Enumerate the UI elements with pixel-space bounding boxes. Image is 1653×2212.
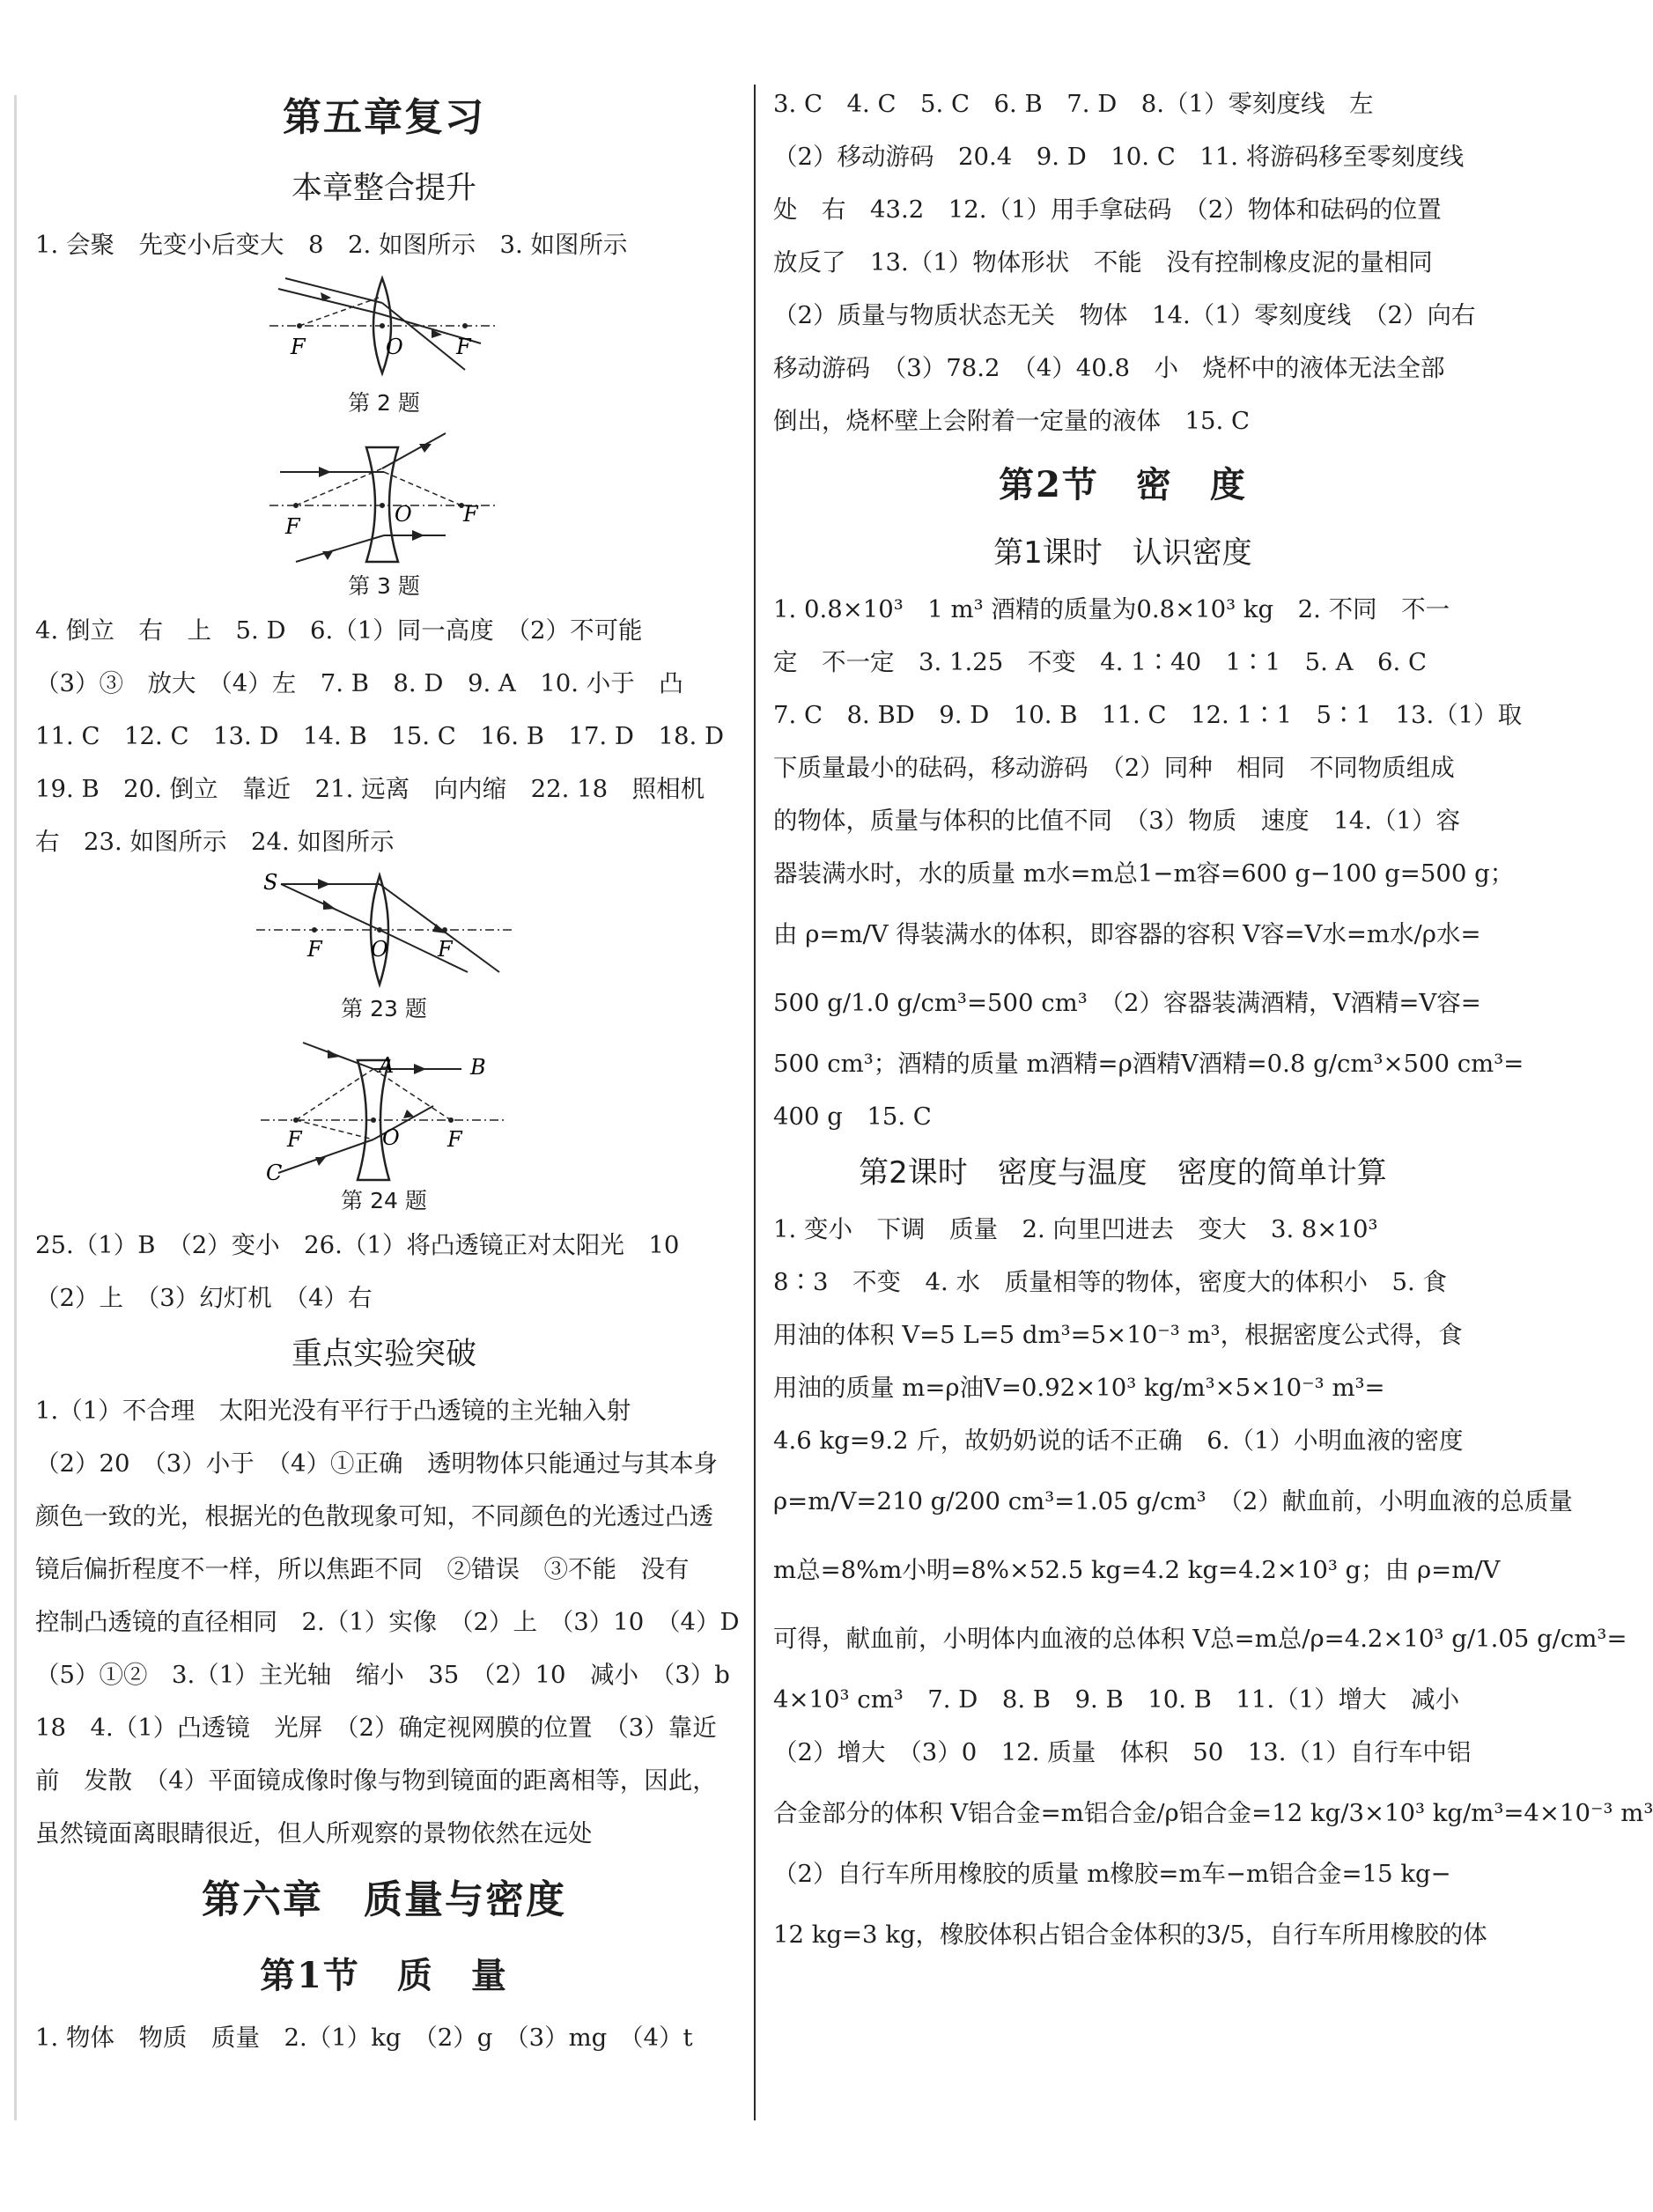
focus-label: F <box>447 1127 462 1152</box>
answer-line: 1. 会聚 先变小后变大 8 2. 如图所示 3. 如图所示 <box>35 231 628 259</box>
figure-24-caption: 第 24 题 <box>341 1188 427 1213</box>
figure-3-caption: 第 3 题 <box>348 573 420 599</box>
answer-line: （2）上 （3）幻灯机 （4）右 <box>35 1284 373 1312</box>
focus-label: F <box>463 502 478 527</box>
section-experiment-title: 重点实验突破 <box>291 1337 476 1372</box>
answer-line: 500 cm³；酒精的质量 m酒精=ρ酒精V酒精=0.8 g/cm³×500 cm³= <box>773 1050 1524 1078</box>
answer-line: 前 发散 （4）平面镜成像时像与物到镜面的距离相等，因此， <box>35 1766 717 1795</box>
figure-23 <box>256 868 512 992</box>
lesson-1-title: 第1课时 认识密度 <box>993 535 1252 571</box>
section-2-title: 第2节 密 度 <box>999 464 1247 505</box>
answer-line: （5）①② 3.（1）主光轴 缩小 35 （2）10 减小 （3）b <box>35 1661 730 1689</box>
answer-line: 1.（1）不合理 太阳光没有平行于凸透镜的主光轴入射 <box>35 1397 631 1425</box>
lesson-2-title: 第2课时 密度与温度 密度的简单计算 <box>859 1155 1387 1191</box>
answer-line: 用油的质量 m=ρ油V=0.92×10³ kg/m³×5×10⁻³ m³= <box>773 1374 1385 1402</box>
chapter-5-title: 第五章复习 <box>283 95 485 140</box>
answer-line: （2）质量与物质状态无关 物体 14.（1）零刻度线 （2）向右 <box>773 301 1476 329</box>
center-label: O <box>395 502 412 527</box>
answer-line: 镜后偏折程度不一样，所以焦距不同 ②错误 ③不能 没有 <box>35 1555 690 1583</box>
answer-line: 3. C 4. C 5. C 6. B 7. D 8.（1）零刻度线 左 <box>773 90 1374 118</box>
point-label: C <box>266 1161 283 1185</box>
focus-label: F <box>285 514 300 539</box>
answer-line: 右 23. 如图所示 24. 如图所示 <box>35 828 395 856</box>
answer-line: 4×10³ cm³ 7. D 8. B 9. B 10. B 11.（1）增大 减小 <box>773 1685 1460 1714</box>
column-divider <box>754 85 756 2120</box>
concave-lens-imaging-diagram <box>261 1034 507 1183</box>
left-column <box>35 77 740 2064</box>
answer-line: 处 右 43.2 12.（1）用手拿砝码 （2）物体和砝码的位置 <box>773 195 1442 224</box>
answer-line: （2）增大 （3）0 12. 质量 体积 50 13.（1）自行车中铝 <box>773 1738 1472 1766</box>
answer-line: 4.6 kg=9.2 斤，故奶奶说的话不正确 6.（1）小明血液的密度 <box>773 1427 1464 1455</box>
answer-line: （2）20 （3）小于 （4）①正确 透明物体只能通过与其本身 <box>35 1449 718 1478</box>
answer-line: 1. 变小 下调 质量 2. 向里凹进去 变大 3. 8×10³ <box>773 1215 1378 1243</box>
focus-label: F <box>287 1127 302 1152</box>
convex-lens-diagram <box>269 271 498 386</box>
figure-23-caption: 第 23 题 <box>341 996 427 1021</box>
answer-line: （3）③ 放大 （4）左 7. B 8. D 9. A 10. 小于 凸 <box>35 669 683 697</box>
answer-line: 控制凸透镜的直径相同 2.（1）实像 （2）上 （3）10 （4）D <box>35 1608 740 1636</box>
focus-label: F <box>291 335 306 359</box>
answer-line: m总=8%m小明=8%×52.5 kg=4.2 kg=4.2×10³ g；由 ρ=m/V <box>773 1556 1501 1584</box>
center-label: O <box>371 937 388 962</box>
answer-line: 虽然镜面离眼睛很近，但人所观察的景物依然在远处 <box>35 1819 593 1847</box>
answer-line: 18 4.（1）凸透镜 光屏 （2）确定视网膜的位置 （3）靠近 <box>35 1714 717 1742</box>
page-edge-shadow <box>14 95 17 2120</box>
answer-line: 的物体，质量与体积的比值不同 （3）物质 速度 14.（1）容 <box>773 807 1460 835</box>
answer-line: 放反了 13.（1）物体形状 不能 没有控制橡皮泥的量相同 <box>773 248 1433 276</box>
answer-line: 倒出，烧杯壁上会附着一定量的液体 15. C <box>773 407 1251 435</box>
center-label: O <box>382 1125 400 1150</box>
focus-label: F <box>307 937 322 962</box>
answer-line: 可得，献血前，小明体内血液的总体积 V总=m总/ρ=4.2×10³ g/1.05 g/cm³= <box>773 1625 1627 1653</box>
center-label: O <box>386 335 403 359</box>
answer-line: 12 kg=3 kg，橡胶体积占铝合金体积的3/5，自行车所用橡胶的体 <box>773 1921 1487 1949</box>
figure-24 <box>261 1034 507 1183</box>
convex-lens-imaging-diagram <box>256 868 512 992</box>
answer-line: （2）自行车所用橡胶的质量 m橡胶=m车−m铝合金=15 kg− <box>773 1860 1451 1888</box>
answer-line: 移动游码 （3）78.2 （4）40.8 小 烧杯中的液体无法全部 <box>773 354 1445 382</box>
section-integrate-title: 本章整合提升 <box>291 171 476 206</box>
right-column <box>773 77 1653 1969</box>
answer-line: 由 ρ=m/V 得装满水的体积，即容器的容积 V容=V水=m水/ρ水= <box>773 920 1481 948</box>
answer-line: 1. 物体 物质 质量 2.（1）kg （2）g （3）mg （4）t <box>35 2024 693 2052</box>
answer-line: 用油的体积 V=5 L=5 dm³=5×10⁻³ m³，根据密度公式得，食 <box>773 1321 1463 1349</box>
answer-line: 器装满水时，水的质量 m水=m总1−m容=600 g−100 g=500 g； <box>773 859 1515 888</box>
answer-line: 下质量最小的砝码，移动游码 （2）同种 相同 不同物质组成 <box>773 754 1455 782</box>
answer-line: 11. C 12. C 13. D 14. B 15. C 16. B 17. D 18. D <box>35 722 724 750</box>
figure-2 <box>269 271 498 386</box>
point-label: B <box>470 1055 486 1080</box>
answer-line: 4. 倒立 右 上 5. D 6.（1）同一高度 （2）不可能 <box>35 616 643 645</box>
answer-line: 7. C 8. BD 9. D 10. B 11. C 12. 1∶1 5∶1 13.（1）取 <box>773 701 1523 729</box>
point-label: S <box>263 870 278 895</box>
answer-line: 400 g 15. C <box>773 1102 932 1131</box>
answer-line: ρ=m/V=210 g/200 cm³=1.05 g/cm³ （2）献血前，小明血液的总质量 <box>773 1487 1573 1515</box>
answer-line: （2）移动游码 20.4 9. D 10. C 11. 将游码移至零刻度线 <box>773 143 1465 171</box>
answer-line: 合金部分的体积 V铝合金=m铝合金/ρ铝合金=12 kg/3×10³ kg/m³=4×10⁻³ m³ <box>773 1799 1653 1827</box>
answer-line: 1. 0.8×10³ 1 m³ 酒精的质量为0.8×10³ kg 2. 不同 不一 <box>773 595 1450 623</box>
section-1-title: 第1节 质 量 <box>260 1955 508 1996</box>
answer-line: 颜色一致的光，根据光的色散现象可知，不同颜色的光透过凸透 <box>35 1502 713 1530</box>
answer-line: 19. B 20. 倒立 靠近 21. 远离 向内缩 22. 18 照相机 <box>35 775 705 803</box>
answer-line: 25.（1）B （2）变小 26.（1）将凸透镜正对太阳光 10 <box>35 1231 680 1259</box>
figure-3 <box>269 428 498 569</box>
point-label: A <box>379 1053 395 1078</box>
answer-line: 500 g/1.0 g/cm³=500 cm³ （2）容器装满酒精，V酒精=V容= <box>773 989 1481 1017</box>
focus-label: F <box>456 335 471 359</box>
chapter-6-title: 第六章 质量与密度 <box>202 1877 566 1922</box>
focus-label: F <box>438 937 453 962</box>
figure-2-caption: 第 2 题 <box>348 390 420 416</box>
answer-line: 8∶3 不变 4. 水 质量相等的物体，密度大的体积小 5. 食 <box>773 1268 1447 1296</box>
answer-line: 定 不一定 3. 1.25 不变 4. 1∶40 1∶1 5. A 6. C <box>773 648 1428 676</box>
concave-lens-diagram <box>269 428 498 569</box>
